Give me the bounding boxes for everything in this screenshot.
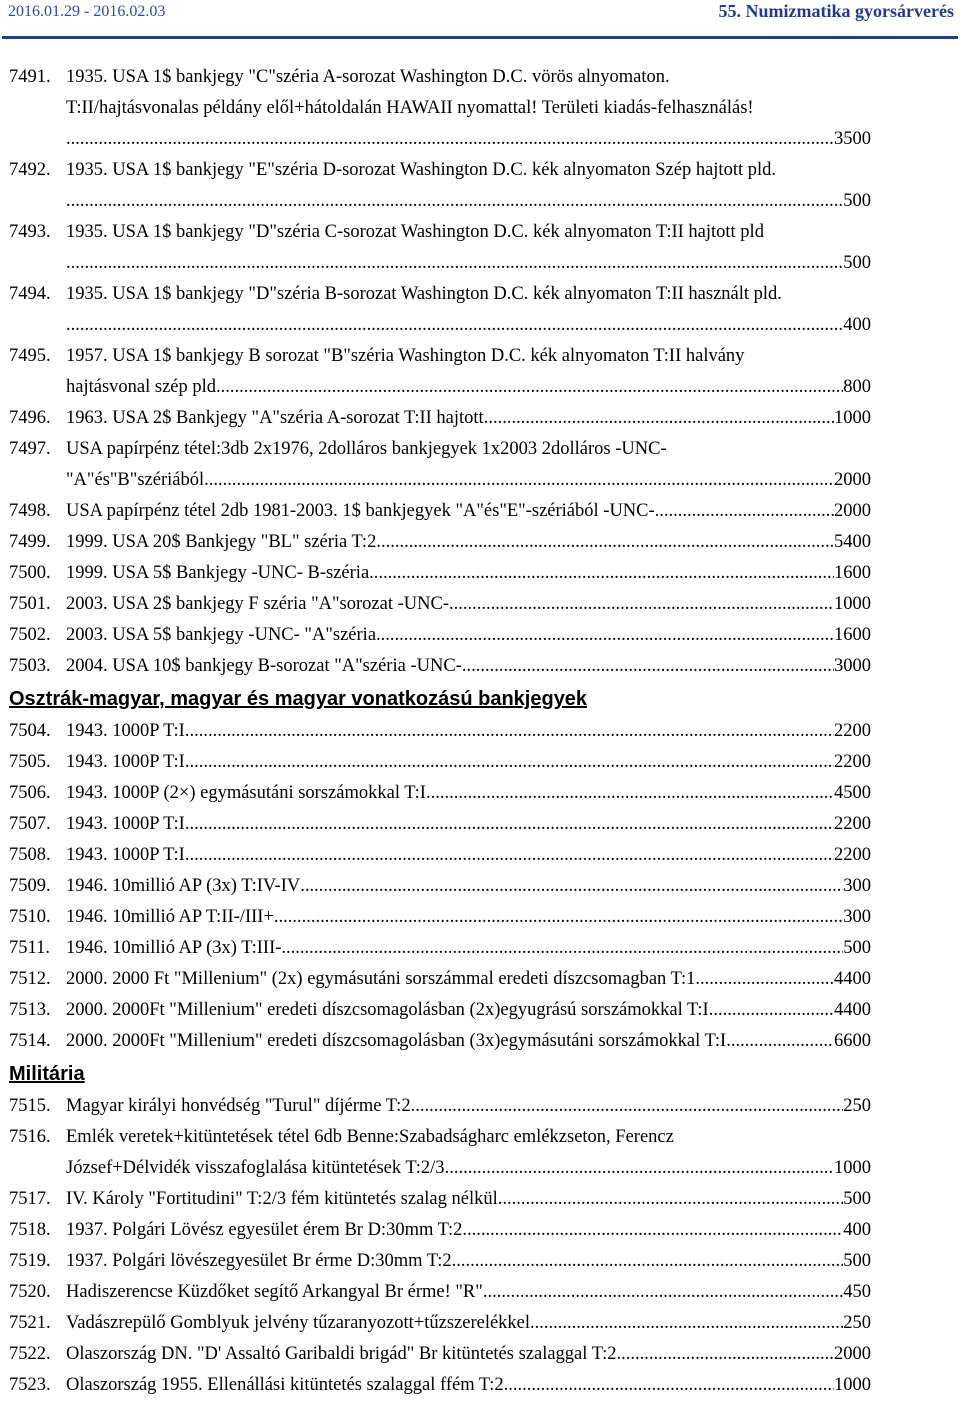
lot-price: 1600: [834, 563, 871, 583]
section-heading-militaria: Militária: [9, 1063, 85, 1085]
lot-item: [9, 1215, 959, 1246]
lot-item: [9, 496, 959, 527]
lot-text: József+Délvidék visszafoglalása kitüntetések T:2/3: [66, 1158, 445, 1178]
lot-number: 7491.: [9, 67, 51, 87]
lot-item: [9, 279, 959, 341]
lot-number: 7511.: [9, 938, 50, 958]
lot-description: [66, 1277, 871, 1308]
lot-price: 500: [843, 1189, 871, 1209]
lot-price: 2200: [834, 752, 871, 772]
lot-text: 2000. 2000Ft "Millenium" eredeti díszcsomagolásban (3x)egymásutáni sorszámokkal T:I: [66, 1031, 727, 1051]
lot-number: 7492.: [9, 160, 51, 180]
lot-description: [66, 1339, 871, 1370]
lot-description: [66, 620, 871, 651]
lot-description: [66, 403, 871, 434]
lot-text: "A"és"B"szériából: [66, 470, 205, 490]
lot-price: 2000: [834, 1344, 871, 1364]
lot-number: 7509.: [9, 876, 51, 896]
dot-leader: [66, 124, 834, 155]
lot-description: [66, 1184, 871, 1215]
lot-price: 3500: [834, 129, 871, 149]
dot-leader: [185, 809, 834, 840]
lot-price: 400: [843, 1220, 871, 1240]
lot-price: 500: [843, 1251, 871, 1271]
lot-price-row: [66, 1026, 871, 1057]
lot-price-row: [66, 840, 871, 871]
lot-price: 250: [843, 1096, 871, 1116]
lot-item: [9, 871, 959, 902]
dot-leader: [498, 1184, 844, 1215]
lot-price: 300: [843, 876, 871, 896]
lot-item: [9, 1246, 959, 1277]
lot-price-row: [66, 1246, 871, 1277]
lot-number: 7496.: [9, 408, 51, 428]
lot-description: [66, 1370, 871, 1401]
lot-number: 7499.: [9, 532, 51, 552]
lot-number: 7512.: [9, 969, 51, 989]
lot-number: 7513.: [9, 1000, 51, 1020]
lot-price: 2200: [834, 721, 871, 741]
lot-description: [66, 1246, 871, 1277]
lot-text-line: 1935. USA 1$ bankjegy "D"széria B-sorozat Washington D.C. kék alnyomaton T:II használt pld.: [66, 284, 782, 304]
lot-price-row: [66, 248, 871, 279]
lot-price-row: [66, 716, 871, 747]
lot-price: 4400: [834, 1000, 871, 1020]
lot-number: 7518.: [9, 1220, 51, 1240]
lot-description: [66, 902, 871, 933]
lot-text-line: 1935. USA 1$ bankjegy "D"széria C-sorozat Washington D.C. kék alnyomaton T:II hajtott pld: [66, 222, 764, 242]
lot-description: [66, 809, 871, 840]
lot-group-militaria: [9, 1091, 959, 1401]
lot-price-row: [66, 1277, 871, 1308]
lot-item: [9, 620, 959, 651]
dot-leader: [66, 310, 843, 341]
lot-number: 7520.: [9, 1282, 51, 1302]
lot-item: [9, 434, 959, 496]
section-heading-hungarian-banknotes: Osztrák-magyar, magyar és magyar vonatkozású bankjegyek: [9, 688, 588, 710]
lot-text-line: 1935. USA 1$ bankjegy "C"széria A-sorozat Washington D.C. vörös alnyomaton.: [66, 67, 670, 87]
lot-price: 1000: [834, 594, 871, 614]
lot-description: [66, 1308, 871, 1339]
lot-item: [9, 62, 959, 155]
lot-item: [9, 1091, 959, 1122]
lot-text: 1999. USA 5$ Bankjegy -UNC- B-széria: [66, 563, 370, 583]
lot-price-row: [66, 1370, 871, 1401]
lot-text: Olaszország 1955. Ellenállási kitüntetés szalaggal ffém T:2: [66, 1375, 504, 1395]
lot-text: 1946. 10millió AP (3x) T:III-: [66, 938, 282, 958]
dot-leader: [369, 558, 834, 589]
dot-leader: [452, 1246, 844, 1277]
dot-leader: [66, 186, 843, 217]
lot-item: [9, 840, 959, 871]
lot-description: [66, 558, 871, 589]
lot-price: 1000: [834, 1158, 871, 1178]
lot-item: [9, 1184, 959, 1215]
page-header: [2, 0, 958, 39]
lot-price: 300: [843, 907, 871, 927]
dot-leader: [221, 372, 844, 403]
lot-description: [66, 747, 871, 778]
lot-item: [9, 403, 959, 434]
lot-list: [9, 62, 959, 1401]
lot-description: [66, 217, 871, 279]
dot-leader: [411, 1091, 844, 1122]
lot-item: [9, 809, 959, 840]
lot-description: [66, 496, 871, 527]
lot-number: 7515.: [9, 1096, 51, 1116]
lot-price-row: [66, 527, 871, 558]
lot-description: [66, 995, 871, 1026]
lot-price-row: [66, 964, 871, 995]
dot-leader: [484, 403, 834, 434]
lot-item: [9, 1277, 959, 1308]
lot-price-row: [66, 1308, 871, 1339]
lot-price-row: [66, 186, 871, 217]
lot-price-row: [66, 1153, 871, 1184]
lot-number: 7519.: [9, 1251, 51, 1271]
lot-text: IV. Károly "Fortitudini" T:2/3 fém kitüntetés szalag nélkül: [66, 1189, 498, 1209]
lot-item: [9, 558, 959, 589]
lot-item: [9, 651, 959, 682]
lot-group-hungarian: [9, 716, 959, 1057]
lot-description: [66, 964, 871, 995]
lot-price-row: [66, 496, 871, 527]
lot-text: 1943. 1000P T:I: [66, 721, 185, 741]
lot-item: [9, 1122, 959, 1184]
lot-text: 2003. USA 2$ bankjegy F széria "A"sorozat -UNC-: [66, 594, 449, 614]
lot-item: [9, 1370, 959, 1401]
lot-price: 1000: [834, 1375, 871, 1395]
lot-price-row: [66, 1339, 871, 1370]
lot-number: 7493.: [9, 222, 51, 242]
lot-number: 7508.: [9, 845, 51, 865]
lot-item: [9, 902, 959, 933]
lot-price-row: [66, 933, 871, 964]
lot-text-line: 1957. USA 1$ bankjegy B sorozat "B"széria Washington D.C. kék alnyomaton T:II halvány: [66, 346, 745, 366]
lot-price-row: [66, 124, 871, 155]
lot-text: 1999. USA 20$ Bankjegy "BL" széria T:2: [66, 532, 377, 552]
lot-description: [66, 840, 871, 871]
lot-price: 250: [843, 1313, 871, 1333]
lot-text: 1937. Polgári lövészegyesület Br érme D:30mm T:2: [66, 1251, 452, 1271]
lot-description: [66, 155, 871, 217]
lot-item: [9, 778, 959, 809]
lot-number: 7523.: [9, 1375, 51, 1395]
lot-number: 7500.: [9, 563, 51, 583]
lot-item: [9, 747, 959, 778]
lot-number: 7501.: [9, 594, 51, 614]
lot-price-row: [66, 1091, 871, 1122]
lot-item: [9, 155, 959, 217]
lot-price: 6600: [834, 1031, 871, 1051]
auction-title: 55. Numizmatika gyorsárverés: [718, 1, 954, 21]
lot-description: [66, 434, 871, 496]
lot-price: 1000: [834, 408, 871, 428]
lot-number: 7506.: [9, 783, 51, 803]
lot-price: 5400: [834, 532, 871, 552]
lot-price-row: [66, 558, 871, 589]
lot-text: 1943. 1000P (2×) egymásutáni sorszámokkal T:I: [66, 783, 426, 803]
lot-price: 400: [843, 315, 871, 335]
lot-text: 1937. Polgári Lövész egyesület érem Br D:30mm T:2: [66, 1220, 463, 1240]
lot-text: 1946. 10millió AP T:II-/III+: [66, 907, 274, 927]
dot-leader: [426, 778, 834, 809]
lot-number: 7507.: [9, 814, 51, 834]
lot-number: 7516.: [9, 1127, 51, 1147]
lot-price: 500: [843, 938, 871, 958]
lot-group-usa: [9, 62, 959, 682]
lot-price: 450: [843, 1282, 871, 1302]
lot-text: 2000. 2000 Ft "Millenium" (2x) egymásutáni sorszámmal eredeti díszcsomagban T:1: [66, 969, 696, 989]
lot-text: 1943. 1000P T:I: [66, 814, 185, 834]
dot-leader: [300, 871, 843, 902]
lot-number: 7498.: [9, 501, 51, 521]
lot-item: [9, 527, 959, 558]
lot-price-row: [66, 778, 871, 809]
lot-description: [66, 1026, 871, 1057]
dot-leader: [655, 496, 834, 527]
lot-number: 7517.: [9, 1189, 51, 1209]
dot-leader: [709, 995, 834, 1026]
lot-price-row: [66, 465, 871, 496]
dot-leader: [274, 902, 843, 933]
lot-price: 800: [843, 377, 871, 397]
lot-text: Vadászrepülő Gomblyuk jelvény tűzaranyozott+tűzszerelékkel: [66, 1313, 531, 1333]
lot-number: 7514.: [9, 1031, 51, 1051]
lot-price-row: [66, 620, 871, 651]
lot-item: [9, 341, 959, 403]
lot-price: 2000: [834, 501, 871, 521]
lot-price-row: [66, 809, 871, 840]
lot-description: [66, 778, 871, 809]
lot-text: 2004. USA 10$ bankjegy B-sorozat "A"széria -UNC-: [66, 656, 462, 676]
dot-leader: [376, 620, 834, 651]
lot-text: Olaszország DN. "D' Assaltó Garibaldi brigád" Br kitüntetés szalaggal T:2: [66, 1344, 617, 1364]
lot-number: 7495.: [9, 346, 51, 366]
auction-dates: 2016.01.29 - 2016.02.03: [8, 3, 166, 20]
lot-text-line: 1935. USA 1$ bankjegy "E"széria D-sorozat Washington D.C. kék alnyomaton Szép hajtott pld.: [66, 160, 776, 180]
lot-item: [9, 964, 959, 995]
dot-leader: [530, 1308, 843, 1339]
lot-price-row: [66, 372, 871, 403]
dot-leader: [616, 1339, 834, 1370]
lot-number: 7522.: [9, 1344, 51, 1364]
lot-item: [9, 1308, 959, 1339]
lot-item: [9, 995, 959, 1026]
lot-number: 7505.: [9, 752, 51, 772]
lot-price-row: [66, 1184, 871, 1215]
dot-leader: [185, 716, 834, 747]
lot-text: Magyar királyi honvédség "Turul" díjérme T:2: [66, 1096, 411, 1116]
lot-price-row: [66, 747, 871, 778]
dot-leader: [462, 1215, 843, 1246]
dot-leader: [445, 1153, 834, 1184]
lot-price: 2200: [834, 814, 871, 834]
lot-price-row: [66, 310, 871, 341]
lot-text-line: Emlék veretek+kitüntetések tétel 6db Benne:Szabadságharc emlékzseton, Ferencz: [66, 1127, 674, 1147]
lot-text: Hadiszerencse Küzdőket segítő Arkangyal Br érme! "R": [66, 1282, 483, 1302]
dot-leader: [483, 1277, 843, 1308]
dot-leader: [376, 527, 834, 558]
lot-item: [9, 1339, 959, 1370]
lot-price-row: [66, 589, 871, 620]
dot-leader: [185, 840, 834, 871]
lot-price: 500: [843, 253, 871, 273]
lot-item: [9, 716, 959, 747]
lot-price-row: [66, 1215, 871, 1246]
lot-number: 7497.: [9, 439, 51, 459]
lot-price: 500: [843, 191, 871, 211]
lot-description: [66, 527, 871, 558]
lot-description: [66, 279, 871, 341]
lot-description: [66, 1215, 871, 1246]
lot-text: 1943. 1000P T:I: [66, 845, 185, 865]
lot-text: 1946. 10millió AP (3x) T:IV-IV: [66, 876, 301, 896]
lot-item: [9, 589, 959, 620]
dot-leader: [281, 933, 843, 964]
lot-price: 2000: [834, 470, 871, 490]
lot-price-row: [66, 403, 871, 434]
lot-price-row: [66, 902, 871, 933]
lot-item: [9, 933, 959, 964]
lot-text: USA papírpénz tétel 2db 1981-2003. 1$ bankjegyek "A"és"E"-szériából -UNC-: [66, 501, 655, 521]
lot-price-row: [66, 871, 871, 902]
lot-number: 7503.: [9, 656, 51, 676]
lot-price: 2200: [834, 845, 871, 865]
lot-description: [66, 871, 871, 902]
dot-leader: [204, 465, 834, 496]
lot-number: 7502.: [9, 625, 51, 645]
dot-leader: [66, 248, 843, 279]
dot-leader: [462, 651, 834, 682]
lot-price-row: [66, 995, 871, 1026]
lot-text-line: USA papírpénz tétel:3db 2x1976, 2dolláros bankjegyek 1x2003 2dolláros -UNC-: [66, 439, 667, 459]
lot-number: 7510.: [9, 907, 51, 927]
lot-text: 2000. 2000Ft "Millenium" eredeti díszcsomagolásban (2x)egyugrású sorszámokkal T:I: [66, 1000, 709, 1020]
lot-description: [66, 716, 871, 747]
dot-leader: [726, 1026, 834, 1057]
lot-price: 4500: [834, 783, 871, 803]
lot-text: 1963. USA 2$ Bankjegy "A"széria A-sorozat T:II hajtott: [66, 408, 484, 428]
lot-description: [66, 651, 871, 682]
lot-price: 4400: [834, 969, 871, 989]
lot-number: 7521.: [9, 1313, 51, 1333]
dot-leader: [449, 589, 834, 620]
lot-description: [66, 341, 871, 403]
lot-description: [66, 1091, 871, 1122]
dot-leader: [504, 1370, 834, 1401]
lot-text: 2003. USA 5$ bankjegy -UNC- "A"széria: [66, 625, 377, 645]
lot-item: [9, 1026, 959, 1057]
lot-description: [66, 933, 871, 964]
lot-description: [66, 62, 871, 155]
lot-text: hajtásvonal szép pld.: [66, 377, 221, 397]
lot-price: 3000: [834, 656, 871, 676]
lot-price-row: [66, 651, 871, 682]
lot-text: 1943. 1000P T:I: [66, 752, 185, 772]
dot-leader: [695, 964, 834, 995]
lot-number: 7494.: [9, 284, 51, 304]
lot-description: [66, 589, 871, 620]
lot-price: 1600: [834, 625, 871, 645]
lot-text-line: T:II/hajtásvonalas példány elől+hátoldalán HAWAII nyomattal! Területi kiadás-felhasználás!: [66, 98, 754, 118]
lot-number: 7504.: [9, 721, 51, 741]
dot-leader: [185, 747, 834, 778]
lot-description: [66, 1122, 871, 1184]
lot-item: [9, 217, 959, 279]
